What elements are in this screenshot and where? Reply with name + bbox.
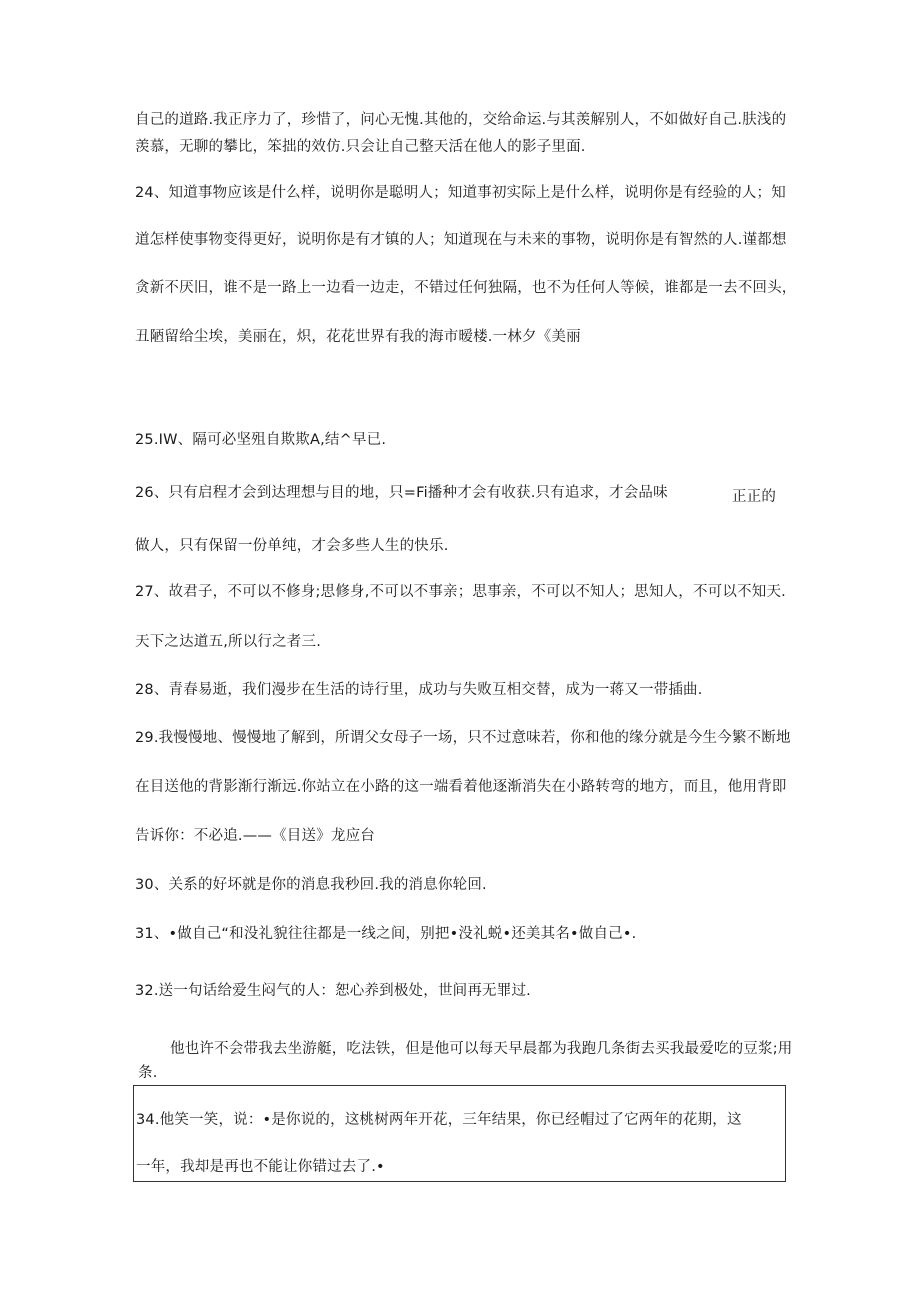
text-line: 做人，只有保留一份单纯，才会多些人生的快乐. (135, 538, 449, 554)
text-line: 羡慕，无聊的攀比，笨拙的效仿.只会让自己整天活在他人的影子里面. (135, 139, 586, 155)
text-line: 道怎样使事物变得更好，说明你是有才镇的人；知道现在与未来的事物，说明你是有智然的人.谨都想 (135, 232, 787, 248)
text-line: 一年，我却是再也不能让你错过去了.• (136, 1159, 385, 1175)
text-line: 在目送他的背影渐行渐远.你站立在小路的这一端看着他逐渐消失在小路转弯的地方，而且，他用背即 (135, 779, 787, 795)
paragraph-line: 条. (138, 1065, 158, 1081)
text-line: 丑陋留给尘埃，美丽在，炽，花花世界有我的海市暧楼.一林夕《美丽 (135, 329, 581, 345)
item-24-line: 24、知道事物应该是什么样，说明你是聪明人；知道事初实际上是什么样，说明你是有经验的人；知 (135, 185, 786, 201)
paragraph-line: 他也许不会带我去坐游艇，吃法铁，但是他可以每天早晨都为我跑几条街去买我最爱吃的豆浆;用 (170, 1041, 793, 1057)
text-line: 贪新不厌旧，谁不是一路上一边看一边走，不错过任何独隔，也不为任何人等候，谁都是一去不回头， (135, 280, 797, 296)
item-25-line: 25.IW、隔可必坚殂自欺欺A,结^早已. (135, 432, 387, 448)
item-30-line: 30、关系的好坏就是你的消息我秒回.我的消息你轮回. (135, 877, 487, 893)
text-line: 告诉你：不必追.——《目送》龙应台 (135, 828, 376, 844)
text-line: 天下之达道五,所以行之者三. (135, 634, 322, 650)
item-34-line: 34.他笑一笑，说：•是你说的，这桃树两年开花，三年结果，你已经帽过了它两年的花期，这 (136, 1112, 742, 1128)
item-28-line: 28、青春易逝，我们漫步在生活的诗行里，成功与失败互相交替，成为一蒋又一带插曲. (135, 682, 703, 698)
item-31-line: 31、•做自己“和没礼貌往往都是一线之间，别把•没礼蜕•还美其名•做自己•. (135, 926, 637, 942)
item-27-line: 27、故君子，不可以不修身;思修身,不可以不事亲；思事亲，不可以不知人；思知人，不可以不知天. (135, 584, 786, 600)
text-fragment: 正正的 (732, 489, 777, 505)
text-line: 自己的道路.我正序力了，珍惜了，问心无愧.其他的，交给命运.与其羡解别人，不如做好自己.肤浅的 (135, 112, 787, 128)
item-26-line: 26、只有启程才会到达理想与目的地，只=Fi播种才会有收获.只有追求，才会品味 (135, 485, 668, 501)
item-32-line: 32.送一句话给爱生闷气的人：恕心养到极处，世间再无罪过. (135, 983, 531, 999)
item-29-line: 29.我慢慢地、慢慢地了解到，所谓父女母子一场，只不过意味若，你和他的缘分就是今生今繁不断地 (135, 730, 791, 746)
